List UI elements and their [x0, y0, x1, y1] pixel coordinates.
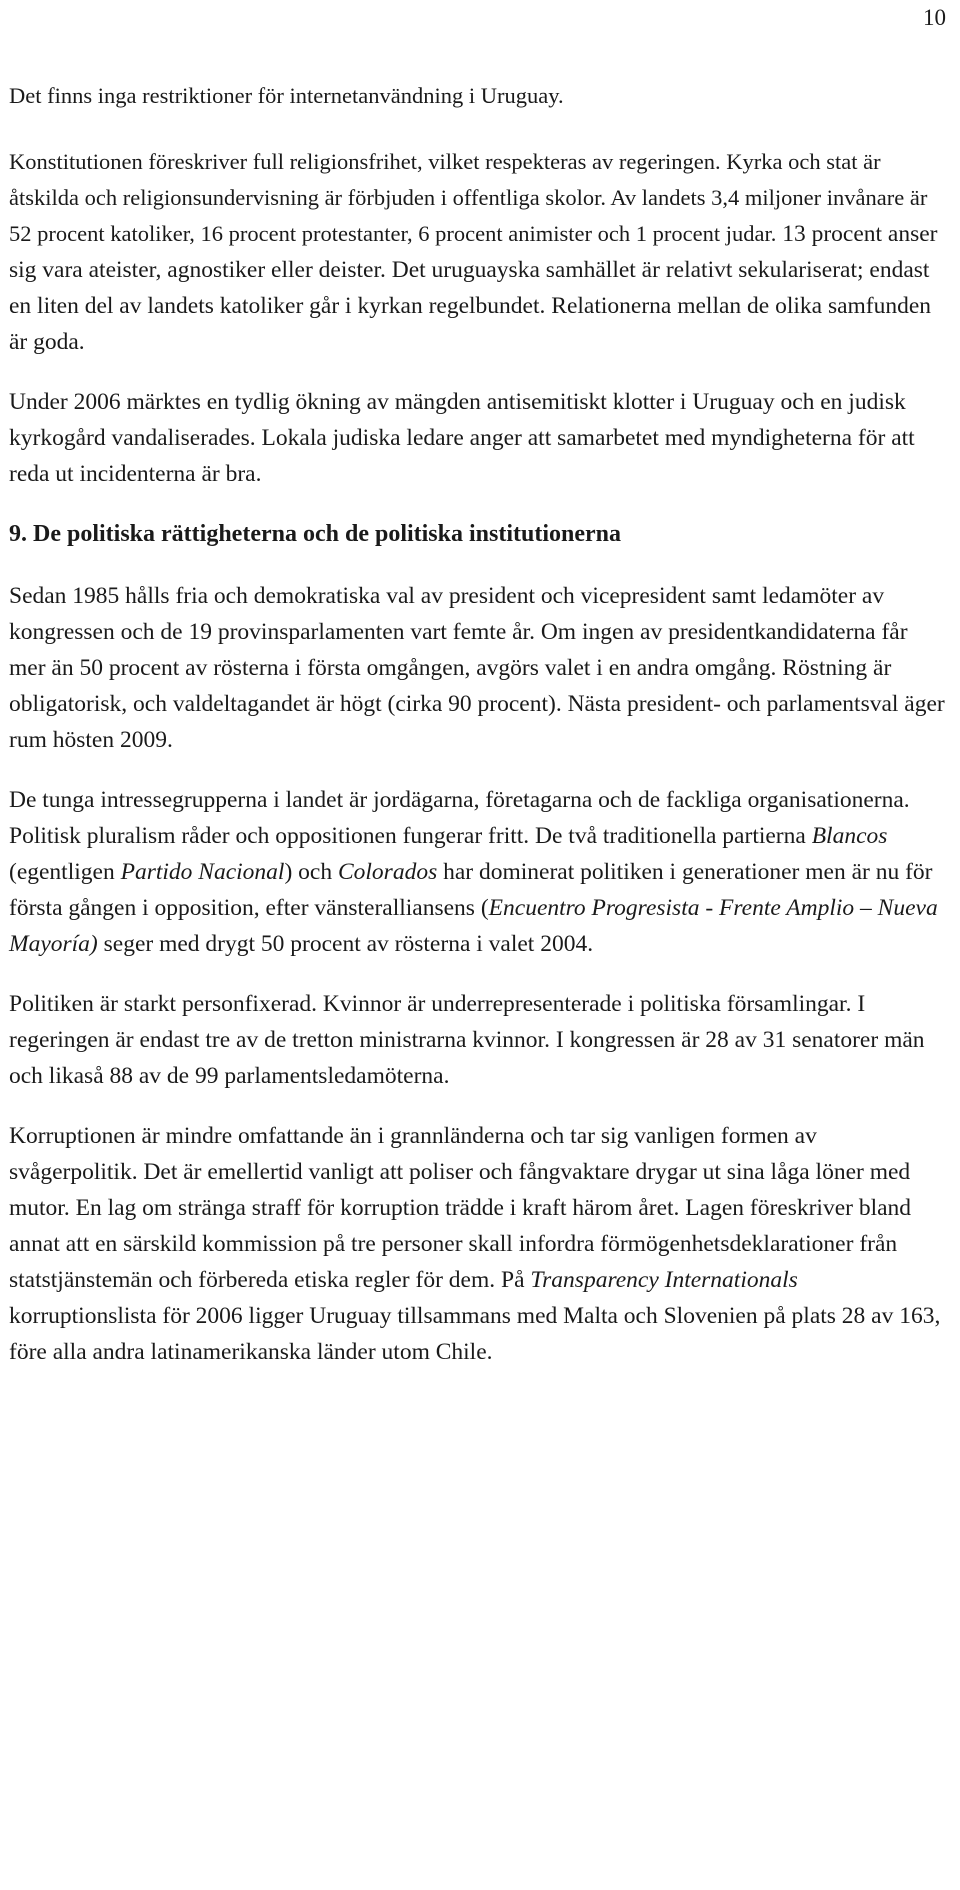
document-body — [9, 78, 947, 1394]
paragraph-women: Politiken är starkt personfixerad. Kvinnor är underrepresenterade i politiska församlingar. I regeringen är endast tre av de tretton ministrarna kvinnor. I kongressen är 28 av 31 senatorer män och likaså 88 av de 99 parlamentsledamöterna. — [9, 991, 925, 1089]
text-span: (egentligen — [9, 859, 121, 885]
organization-name: Transparency Internationals — [530, 1267, 798, 1293]
paragraph-religion-part1: Konstitutionen föreskriver full religionsfrihet, vilket respekteras av regeringen. Kyrka och stat är åtskilda och religionsundervisning är förbjuden i offentliga skolor. Av landets 3,4 miljoner invånare är 52 procent katoliker, 16 procent protestanter, 6 procent animister och 1 procent judar. — [9, 149, 928, 246]
text-span: korruptionslista för 2006 ligger Uruguay tillsammans med Malta och Slovenien på plats 28 av 163, före alla andra latinamerikanska länder utom Chile. — [9, 1303, 941, 1365]
paragraph-interest-groups — [9, 782, 947, 962]
page-number: 10 — [923, 5, 946, 30]
text-span: seger med drygt 50 procent av rösterna i valet 2004. — [97, 931, 594, 957]
text-span: ) och — [284, 859, 338, 885]
paragraph-religion — [9, 144, 947, 360]
party-name-blancos: Blancos — [811, 823, 888, 849]
paragraph-elections: Sedan 1985 hålls fria och demokratiska val av president och vicepresident samt ledamöter av kongressen och de 19 provinsparlamenten vart femte år. Om ingen av presidentkandidaterna får mer än 50 procent av rösterna i första omgången, avgörs valet i en andra omgång. Röstning är obligatorisk, och valdeltagandet är högt (cirka 90 procent). Nästa president- och parlamentsval äger rum hösten 2009. — [9, 583, 945, 753]
paragraph-religion-part2: 13 procent anser sig vara ateister, agnostiker eller deister. Det uruguayska samhället är relativt sekulariserat; endast en liten del av landets katoliker går i kyrkan regelbundet. Relationerna mellan de olika samfunden är goda. — [9, 221, 938, 355]
paragraph-corruption — [9, 1118, 947, 1370]
alliance-name: Encuentro Progresista - Frente Amplio – Nueva Mayoría) — [9, 895, 938, 957]
section-heading: 9. De politiska rättigheterna och de politiska institutionerna — [9, 521, 622, 547]
text-span: De tunga intressegrupperna i landet är jordägarna, företagarna och de fackliga organisationerna. Politisk pluralism råder och oppositionen fungerar fritt. De två traditionella partierna — [9, 787, 910, 849]
party-name-partido-nacional: Partido Nacional — [120, 859, 285, 885]
party-name-colorados: Colorados — [337, 859, 438, 885]
text-span: har dominerat politiken i generationer men är nu för första gången i opposition, efter vänsteralliansens ( — [9, 859, 933, 921]
text-span: Korruptionen är mindre omfattande än i grannländerna och tar sig vanligen formen av svågerpolitik. Det är emellertid vanligt att poliser och fångvaktare drygar ut sina låga löner med mutor. En lag om stränga straff för korruption trädde i kraft härom året. Lagen föreskriver bland annat att en särskild kommission på tre personer skall infordra förmögenhetsdeklarationer från statstjänstemän och förbereda etiska regler för dem. På — [9, 1123, 912, 1293]
paragraph-antisemitism: Under 2006 märktes en tydlig ökning av mängden antisemitiskt klotter i Uruguay och en judisk kyrkogård vandaliserades. Lokala judiska ledare anger att samarbetet med myndigheterna för att reda ut incidenterna är bra. — [9, 389, 915, 487]
paragraph-internet: Det finns inga restriktioner för internetanvändning i Uruguay. — [9, 83, 564, 108]
